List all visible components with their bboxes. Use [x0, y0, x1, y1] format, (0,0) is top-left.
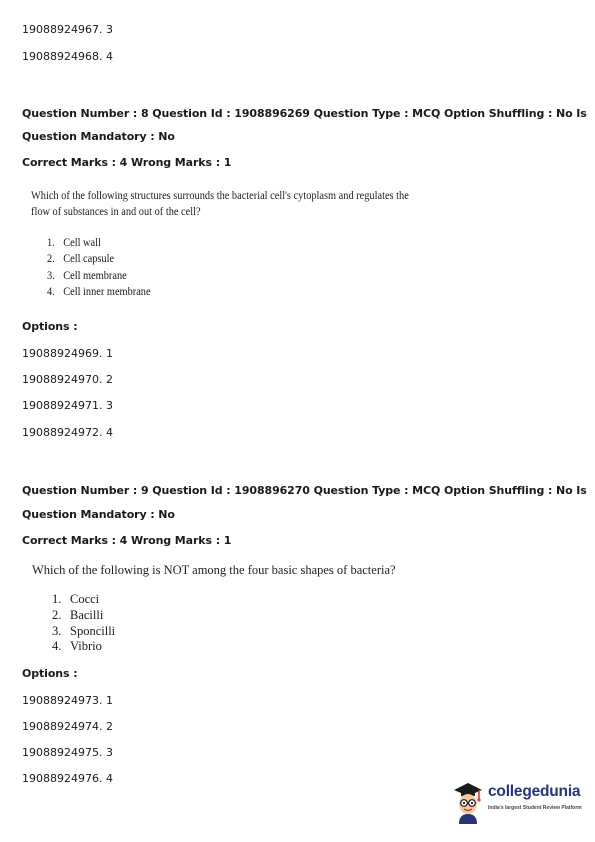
question-mandatory: Question Mandatory : No — [22, 508, 175, 521]
question-text-line: flow of substances in and out of the cell? — [31, 206, 201, 218]
question-header: Question Number : 9 Question Id : 1908896270 Question Type : MCQ Option Shuffling : No Is — [22, 484, 587, 497]
question-text — [31, 188, 418, 220]
options-label: Options : — [22, 667, 78, 680]
choice-text: Cell inner membrane — [63, 285, 151, 298]
choice-number: 3. — [52, 623, 62, 638]
option-line: 19088924969. 1 — [22, 347, 113, 360]
choice-number: 4. — [47, 285, 55, 298]
question-header: Question Number : 8 Question Id : 1908896269 Question Type : MCQ Option Shuffling : No Is — [22, 107, 587, 120]
option-line: 19088924970. 2 — [22, 373, 113, 386]
choice-number: 3. — [47, 269, 55, 282]
choice-item — [47, 235, 151, 251]
choice-text: Vibrio — [70, 639, 102, 654]
choice-number: 2. — [47, 253, 55, 266]
student-mascot-icon — [450, 780, 486, 824]
choice-text: Bacilli — [70, 607, 104, 622]
option-line: 19088924973. 1 — [22, 694, 113, 707]
choice-text: Cell capsule — [63, 253, 115, 266]
choice-item — [52, 592, 115, 608]
choice-item — [52, 608, 115, 624]
option-line: 19088924968. 4 — [22, 50, 113, 63]
option-line: 19088924974. 2 — [22, 720, 113, 733]
question-mandatory: Question Mandatory : No — [22, 130, 175, 143]
question-text-line: Which of the following structures surrounds the bacterial cell's cytoplasm and regulates the — [31, 190, 409, 202]
choice-text: Cocci — [70, 592, 100, 606]
choice-list — [47, 235, 151, 300]
question-marks: Correct Marks : 4 Wrong Marks : 1 — [22, 156, 232, 169]
choice-item — [47, 251, 151, 267]
choice-text: Cell wall — [63, 237, 101, 249]
choice-number: 1. — [52, 592, 62, 606]
choice-number: 2. — [52, 607, 62, 622]
choice-number: 4. — [52, 639, 62, 654]
choice-item — [52, 639, 115, 655]
choice-item — [52, 624, 115, 640]
logo-wordmark: collegedunia — [488, 783, 581, 800]
choice-number: 1. — [47, 237, 55, 249]
choice-text: Cell membrane — [63, 269, 127, 282]
option-line: 19088924975. 3 — [22, 746, 113, 759]
option-line: 19088924967. 3 — [22, 23, 113, 36]
question-text: Which of the following is NOT among the four basic shapes of bacteria? — [32, 563, 396, 577]
choice-item — [47, 268, 151, 284]
choice-item — [47, 284, 151, 300]
option-line: 19088924972. 4 — [22, 426, 113, 439]
collegedunia-logo — [450, 780, 590, 824]
choice-list — [52, 592, 115, 655]
options-label: Options : — [22, 320, 78, 333]
logo-tagline: India's largest Student Review Platform — [488, 805, 582, 811]
choice-text: Sponcilli — [70, 623, 116, 638]
option-line: 19088924976. 4 — [22, 772, 113, 785]
option-line: 19088924971. 3 — [22, 399, 113, 412]
question-marks: Correct Marks : 4 Wrong Marks : 1 — [22, 534, 232, 547]
